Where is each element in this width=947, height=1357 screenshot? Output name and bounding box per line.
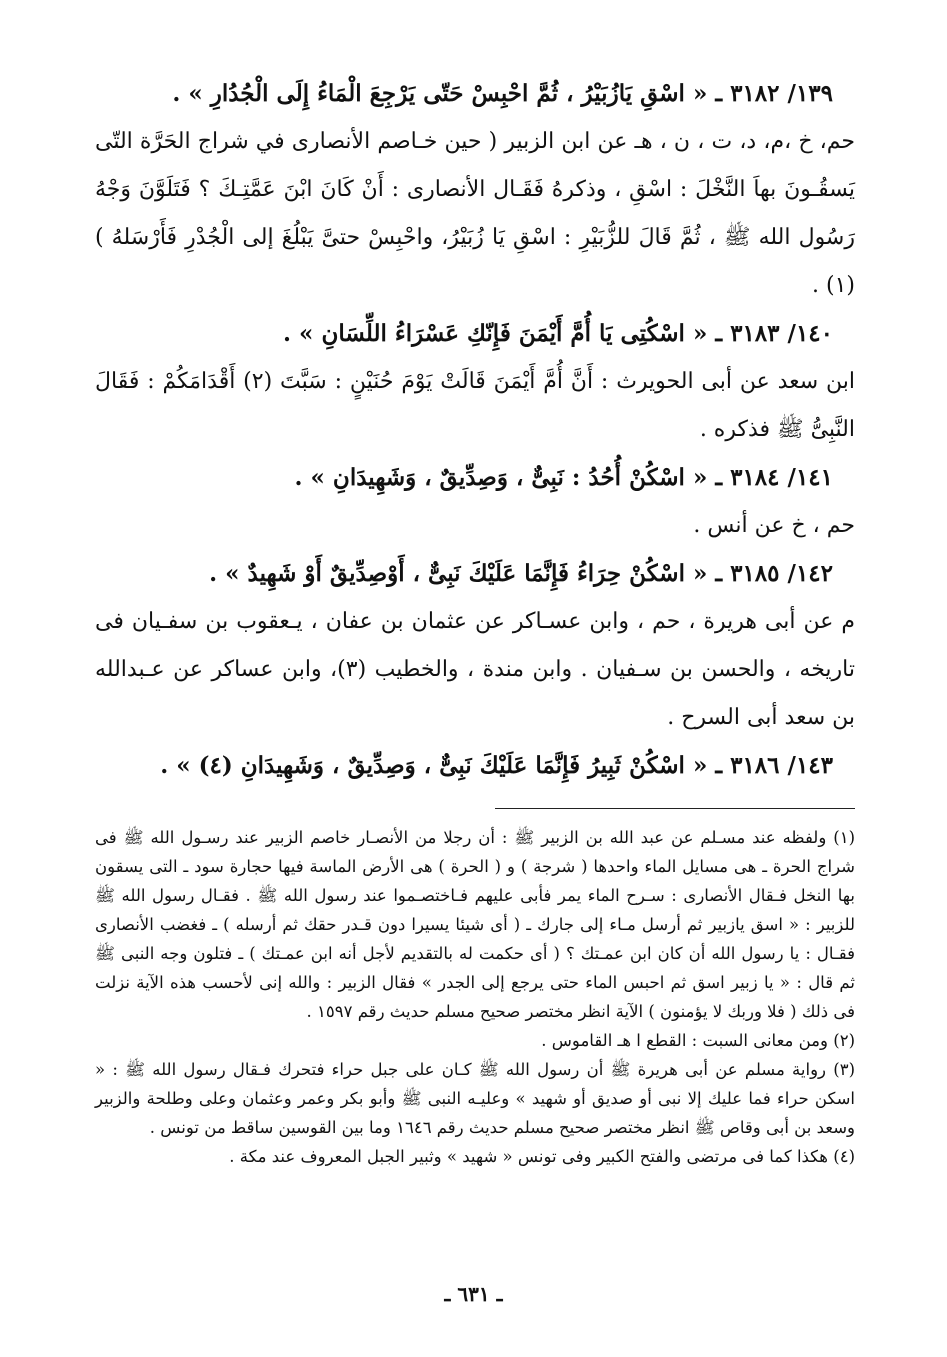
hadith-140: ١٤٠/ ٣١٨٣ ـ « اسْكُتِى يَا أُمَّ أَيْمَنَ فَإِنّكِ عَسْرَاءُ اللِّسَانِ » . bbox=[283, 320, 833, 347]
footnote-1: (١) ولفظه عند مسـلم عن عبد الله بن الزبير ﷺ : أن رجلا من الأنصـار خاصم الزبير عند رسـول الله ﷺ فى شراج الحرة ـ هى مسايل الماء واحدها ( شرجة ) و ( الحرة ) هى الأرض الماسة فيها حجارة سود ـ التى يسقون بها النخل فـقال الأنصارى : سـرح الماء يمر فأبى عليهم فـاختصـموا عند رسول الله ﷺ . فقـال رسول الله ﷺ للزبير : « اسق يازبير ثم أرسل مـاء إلى جارك ـ ( أى شيئا يسيرا دون قـدر حقك ثم أرسله ) ـ فغضب الأنصارى فقـال : يا رسول الله أن كان ابن عمـتك ؟ ( أى حكمت له بالتقديم لأجل أنه ابن عمـتك ) ـ فتلون وجه النبى ﷺ ثم قال : « يا زبير اسق ثم احبس الماء حتى يرجع إلى الجدر » فقال الزبير : والله إنى لأحسب هذه الآية نزلت فى ذلك ( فلا وربك لا يؤمنون ) الآية انظر مختصر صحيح مسلم حديث رقم ١٥٩٧ . bbox=[95, 828, 855, 1021]
footnote-3: (٣) رواية مسلم عن أبى هريرة ﷺ أن رسول الله ﷺ كـان على جبل حراء فتحرك فـقال رسول الله ﷺ : « اسكن حراء فما عليك إلا نبى أو صديق أو شهيد » وعليـه النبى ﷺ وأبو بكر وعمر وعثمان وعلى وطلحة والزبير وسعد بن أبى وقاص ﷺ انظر مختصر صحيح مسلم حديث رقم ١٦٤٦ وما بين القوسين ساقط من تونس . bbox=[95, 1060, 855, 1137]
footnote-2: (٢) ومن معانى السبت : القطع ا هـ القاموس . bbox=[541, 1031, 855, 1050]
page-number: ـ ٦٣١ ـ bbox=[444, 1282, 503, 1306]
source-140: ابن سعد عن أبى الحويرث : أَنَّ أُمَّ أَيْمَنَ قَالَتْ يَوْمَ حُنَيْنٍ : سَبَّتَ (٢) أَقْدَامَكُمْ : فَقَالَ النَّبِىُّ ﷺ فذكره . bbox=[95, 369, 856, 442]
hadith-143: ١٤٣/ ٣١٨٦ ـ « اسْكُنْ ثَبِيرُ فَإِنَّمَا عَلَيْكَ نَبِىٌّ ، وَصِدِّيقٌ ، وَشَهِيدَانِ (٤) » . bbox=[160, 752, 833, 779]
footnotes bbox=[95, 823, 855, 1171]
hadith-142: ١٤٢/ ٣١٨٥ ـ « اسْكُنْ حِرَاءُ فَإِنَّمَا عَلَيْكَ نَبِىٌّ ، أَوْصِدِّيقٌ أَوْ شَهِيدٌ » . bbox=[209, 560, 833, 587]
footnote-separator bbox=[495, 808, 855, 809]
source-142: م عن أبى هريرة ، حم ، وابن عسـاكر عن عثمان بن عفان ، يـعقوب بن سفـيان فى تاريخه ، والحسن بن سـفيان . وابن مندة ، والخطيب (٣)، وابن عساكر عن عـبدالله بن سعد أبى السرح . bbox=[95, 609, 855, 730]
source-139: حم، خ ،م، د، ت ، ن ، هـ عن ابن الزبير ( حين خـاصم الأنصارى في شراج الحَرَّة التّى يَسقُـونَ بهاَ النَّخْلَ : اسْقِ ، وذكرهُ فَقَـال الأنصارى : أَنْ كَانَ ابْنَ عَمَّتِـكَ ؟ فَتَلَوَّنَ وَجْهُ رَسُول الله ﷺ ، ثُمَّ قَالَ للزُّبَيْرِ : اسْقِ يَا زُبَيْرُ، واحْبِسْ حتىَّ يَبْلُغَ إلى الْجُدْرِ فَأَرْسَلهُ ) (١) . bbox=[95, 129, 855, 298]
hadith-141: ١٤١/ ٣١٨٤ ـ « اسْكُنْ أُحُدُ : نَبِىٌّ ، وَصِدِّيقٌ ، وَشَهِيدَانِ » . bbox=[294, 464, 833, 491]
source-141: حم ، خ عن أنس . bbox=[693, 513, 855, 538]
main-text bbox=[95, 70, 855, 790]
hadith-139: ١٣٩/ ٣١٨٢ ـ « اسْقِ يَازُبَيْرُ ، ثُمَّ احْبِسْ حَتّى يَرْجِعَ الْمَاءُ إِلَى الْجُدُارِ » . bbox=[172, 80, 833, 107]
footnote-4: (٤) هكذا كما فى مرتضى والفتح الكبير وفى تونس « شهيد » وثبير الجبل المعروف عند مكة . bbox=[229, 1147, 855, 1166]
